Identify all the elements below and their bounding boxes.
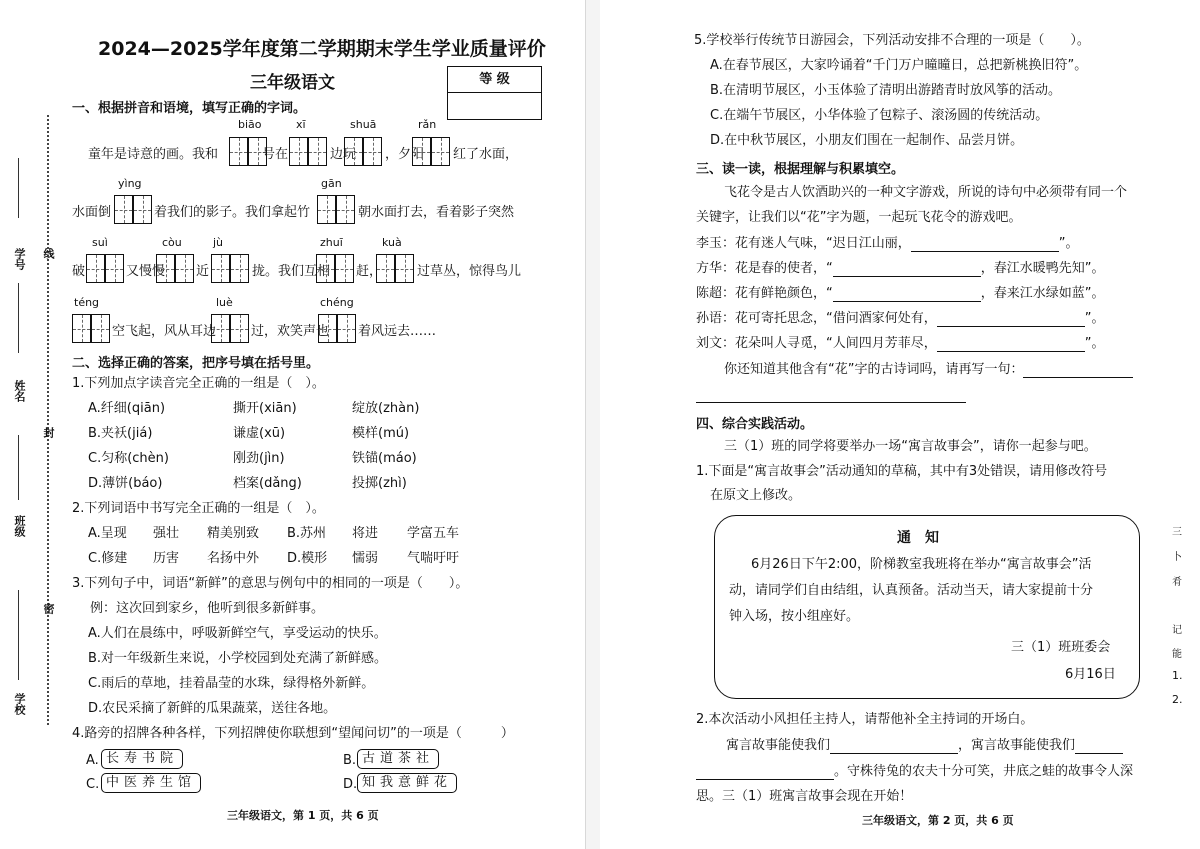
answer-box[interactable] bbox=[363, 137, 382, 166]
q5-option: A.在春节展区，大家吟诵着“千门万户曈曈日，总把新桃换旧符”。 bbox=[710, 58, 1088, 73]
name-line bbox=[18, 283, 19, 353]
answer-blank[interactable] bbox=[696, 779, 834, 780]
grade-box bbox=[447, 66, 542, 120]
answer-blank[interactable] bbox=[833, 276, 981, 277]
edge-glyph: 记 bbox=[1172, 625, 1182, 636]
q1-option: 铁锚(máo) bbox=[352, 451, 417, 466]
answer-box[interactable] bbox=[344, 137, 363, 166]
q2-option: 历害 bbox=[153, 551, 180, 566]
speaker: 孙语： bbox=[696, 311, 736, 326]
pinyin-lue: luè bbox=[216, 296, 233, 309]
s1-line2-text: 朝水面打去，看着影子突然 bbox=[358, 205, 515, 220]
q1-option: 投掷(zhì) bbox=[352, 476, 407, 491]
seal-dotted-line bbox=[47, 115, 49, 725]
answer-blank[interactable] bbox=[830, 753, 958, 754]
answer-box[interactable] bbox=[318, 314, 337, 343]
s3-intro: 飞花令是古人饮酒助兴的一种文字游戏，所说的诗句中必须带有同一个 bbox=[724, 185, 1128, 200]
signboard-option: 知我意鲜花 bbox=[357, 773, 457, 793]
s1-line3-text: 近 bbox=[196, 264, 210, 279]
poem-line-fang: 方华：花是春的使者，“ ，春江水暖鸭先知”。 bbox=[696, 261, 1105, 276]
answer-box[interactable] bbox=[308, 137, 327, 166]
notice-title: 通 知 bbox=[897, 530, 939, 546]
left-page bbox=[0, 0, 590, 849]
s1-line2-text: 水面倒 bbox=[72, 205, 112, 220]
answer-blank[interactable] bbox=[1075, 753, 1123, 754]
q2-option: 强壮 bbox=[153, 526, 180, 541]
answer-blank[interactable] bbox=[937, 351, 1085, 352]
q2-option: 将进 bbox=[352, 526, 379, 541]
q2-option: 名扬中外 bbox=[207, 551, 260, 566]
answer-box[interactable] bbox=[317, 195, 336, 224]
q1-option: B.夹袄(jiá) bbox=[88, 426, 153, 441]
edge-glyph: 肴 bbox=[1172, 577, 1182, 588]
q1-option: A.纤细(qiān) bbox=[88, 401, 166, 416]
q1-option: 绽放(zhàn) bbox=[352, 401, 420, 416]
pinyin-gan: gān bbox=[321, 177, 342, 190]
q1-option: 刚劲(jìn) bbox=[233, 451, 285, 466]
answer-box[interactable] bbox=[336, 195, 355, 224]
signboard-option: 中医养生馆 bbox=[101, 773, 201, 793]
question-4: 4.路旁的招牌各种各样，下列招牌使你联想到“望闻问切”的一项是（ ） bbox=[72, 726, 514, 741]
poem-line-li: 李玉：花有迷人气味，“迟日江山丽， ”。 bbox=[696, 236, 1079, 251]
answer-box[interactable] bbox=[156, 254, 175, 283]
q1-option: 谦虚(xū) bbox=[233, 426, 286, 441]
notice-box bbox=[714, 515, 1140, 699]
answer-box[interactable] bbox=[105, 254, 124, 283]
s1-line2-text: 着我们的影子。我们拿起竹 bbox=[154, 205, 311, 220]
notice-signature: 三（1）班班委会 bbox=[1011, 640, 1111, 655]
speaker: 陈超： bbox=[696, 286, 736, 301]
edge-glyph: 三 bbox=[1172, 527, 1182, 538]
s1-line3-text: 过草丛，惊得鸟儿 bbox=[417, 264, 522, 279]
s1-line3-text: 又慢慢 bbox=[126, 264, 166, 279]
s1-line4-text: 过，欢笑声也 bbox=[251, 324, 330, 339]
s1-line4-text: 空飞起，风从耳边 bbox=[112, 324, 217, 339]
edge-glyph: 卜 bbox=[1172, 552, 1182, 563]
pinyin-sui: suì bbox=[92, 236, 108, 249]
student-id-label: 学号 bbox=[13, 248, 26, 270]
s4-intro: 三（1）班的同学将要举办一场“寓言故事会”，请你一起参与吧。 bbox=[724, 439, 1097, 454]
opening-speech-line: 寓言故事能使我们 ，寓言故事能使我们 bbox=[726, 738, 1123, 754]
answer-box[interactable] bbox=[133, 195, 152, 224]
section-1-heading: 一、根据拼音和语境，填写正确的字词。 bbox=[72, 101, 307, 116]
question-2: 2.下列词语中书写完全正确的一组是（ ）。 bbox=[72, 501, 325, 516]
answer-blank[interactable] bbox=[911, 251, 1059, 252]
s1-line4-text: 着风远去…… bbox=[358, 324, 437, 339]
q2-option: 学富五车 bbox=[407, 526, 460, 541]
notice-date: 6月16日 bbox=[1065, 667, 1116, 682]
answer-box[interactable] bbox=[72, 314, 91, 343]
right-page bbox=[600, 0, 1200, 849]
class-label: 班级 bbox=[13, 515, 26, 537]
pinyin-biao: biāo bbox=[238, 118, 262, 131]
answer-blank[interactable] bbox=[833, 301, 981, 302]
pinyin-ju: jù bbox=[213, 236, 224, 249]
q1-option: 档案(dǎng) bbox=[233, 476, 302, 491]
s1-line1-text: 号在 bbox=[262, 147, 289, 162]
s4-question-1: 1.下面是“寓言故事会”活动通知的草稿，其中有3处错误，请用修改符号 bbox=[696, 464, 1108, 479]
answer-box[interactable] bbox=[211, 254, 230, 283]
question-5: 5.学校举行传统节日游园会，下列活动安排不合理的一项是（ ）。 bbox=[694, 33, 1090, 48]
s4-question-1: 在原文上修改。 bbox=[710, 488, 802, 503]
grade-box-label: 等 级 bbox=[448, 67, 541, 93]
s4-question-2: 2.本次活动小风担任主持人，请帮他补全主持词的开场白。 bbox=[696, 712, 1034, 727]
edge-glyph: 能 bbox=[1172, 649, 1182, 660]
answer-box[interactable] bbox=[91, 314, 110, 343]
poem-line-sun: 孙语：花可寄托思念，“借问酒家何处有， ”。 bbox=[696, 311, 1105, 326]
answer-blank[interactable] bbox=[696, 402, 966, 403]
pinyin-teng: téng bbox=[74, 296, 100, 309]
speaker: 刘文： bbox=[696, 336, 736, 351]
pinyin-ying: yìng bbox=[118, 177, 142, 190]
answer-box[interactable] bbox=[230, 254, 249, 283]
answer-blank[interactable] bbox=[1023, 377, 1133, 378]
q4-option-letter: B. bbox=[343, 753, 357, 768]
q1-option: 模样(mú) bbox=[352, 426, 410, 441]
seal-mark-line: 线 bbox=[42, 248, 55, 259]
s1-line1-text: 红了水面， bbox=[453, 147, 519, 162]
answer-box[interactable] bbox=[395, 254, 414, 283]
exam-title: 2024—2025学年度第二学期期末学生学业质量评价 bbox=[98, 38, 546, 60]
extra-poem-prompt: 你还知道其他含有“花”字的古诗词吗，请再写一句： bbox=[724, 362, 1133, 378]
section-3-heading: 三、读一读，根据理解与积累填空。 bbox=[696, 162, 905, 177]
notice-text: 6月26日下午2:00，阶梯教室我班将在举办“寓言故事会”活 bbox=[751, 557, 1092, 572]
exam-subtitle: 三年级语文 bbox=[250, 73, 335, 93]
pinyin-kua: kuà bbox=[382, 236, 402, 249]
q2-option: 精美别致 bbox=[207, 526, 260, 541]
poem-line-chen: 陈超：花有鲜艳颜色，“ ，春来江水绿如蓝”。 bbox=[696, 286, 1105, 301]
school-line bbox=[18, 590, 19, 680]
page-footer: 三年级语文，第 2 页，共 6 页 bbox=[862, 814, 1014, 827]
s1-line1-text: 童年是诗意的画。我和 bbox=[88, 147, 219, 162]
answer-box[interactable] bbox=[412, 137, 431, 166]
signboard-option: 长寿书院 bbox=[101, 749, 183, 769]
opening-speech-line: 思。三（1）班寓言故事会现在开始！ bbox=[696, 789, 913, 804]
s1-line3-text: 拢。我们互相 bbox=[252, 264, 331, 279]
q2-option: B.苏州 bbox=[287, 526, 327, 541]
answer-box[interactable] bbox=[175, 254, 194, 283]
pinyin-cou: còu bbox=[162, 236, 182, 249]
answer-blank[interactable] bbox=[937, 326, 1085, 327]
edge-glyph: 1. bbox=[1172, 669, 1183, 682]
pinyin-xi: xī bbox=[296, 118, 306, 131]
student-id-line bbox=[18, 158, 19, 218]
signboard-option: 古道茶社 bbox=[357, 749, 439, 769]
answer-box[interactable] bbox=[230, 314, 249, 343]
q4-option-letter: D. bbox=[343, 777, 358, 792]
page-footer: 三年级语文，第 1 页，共 6 页 bbox=[227, 809, 379, 822]
question-1: 1.下列加点字读音完全正确的一组是（ ）。 bbox=[72, 376, 325, 391]
section-2-heading: 二、选择正确的答案，把序号填在括号里。 bbox=[72, 356, 320, 371]
s3-intro: 关键字，让我们以“花”字为题，一起玩飞花令的游戏吧。 bbox=[696, 210, 1022, 225]
opening-speech-line: 。守株待兔的农夫十分可笑，井底之蛙的故事令人深 bbox=[696, 764, 1133, 780]
school-label: 学校 bbox=[13, 693, 26, 715]
answer-box[interactable] bbox=[229, 137, 248, 166]
s1-line1-text: 边玩 bbox=[330, 147, 357, 162]
q5-option: B.在清明节展区，小玉体验了清明出游踏青时放风筝的活动。 bbox=[710, 83, 1062, 98]
q3-option: B.对一年级新生来说，小学校园到处充满了新鲜感。 bbox=[88, 651, 388, 666]
q1-option: 撕开(xiān) bbox=[233, 401, 297, 416]
answer-box[interactable] bbox=[289, 137, 308, 166]
pinyin-ran: rǎn bbox=[418, 118, 437, 131]
seal-mark-seal: 封 bbox=[42, 427, 55, 438]
q5-option: C.在端午节展区，小华体验了包粽子、滚汤圆的传统活动。 bbox=[710, 108, 1049, 123]
q5-option: D.在中秋节展区，小朋友们围在一起制作、品尝月饼。 bbox=[710, 133, 1024, 148]
pinyin-cheng: chéng bbox=[320, 296, 354, 309]
q1-option: C.匀称(chèn) bbox=[88, 451, 169, 466]
q1-option: D.薄饼(báo) bbox=[88, 476, 163, 491]
seal-mark-secret: 密 bbox=[42, 603, 55, 614]
poem-line-liu: 刘文：花朵叫人寻觅，“人间四月芳菲尽， ”。 bbox=[696, 336, 1105, 351]
notice-text: 动，请同学们自由结组，认真预备。活动当天，请大家提前十分 bbox=[729, 583, 1094, 598]
s1-line1-text: ，夕阳 bbox=[385, 147, 425, 162]
speaker: 李玉： bbox=[696, 236, 736, 251]
notice-text: 钟入场，按小组座好。 bbox=[729, 609, 860, 624]
q2-option: D.模形 bbox=[287, 551, 328, 566]
speaker: 方华： bbox=[696, 261, 736, 276]
q3-option: D.农民采摘了新鲜的瓜果蔬菜，送往各地。 bbox=[88, 701, 337, 716]
edge-glyph: 2. bbox=[1172, 693, 1183, 706]
answer-box[interactable] bbox=[316, 254, 335, 283]
q2-option: A.呈现 bbox=[88, 526, 127, 541]
answer-box[interactable] bbox=[211, 314, 230, 343]
q2-option: 懦弱 bbox=[352, 551, 379, 566]
q3-option: A.人们在晨练中，呼吸新鲜空气，享受运动的快乐。 bbox=[88, 626, 387, 641]
pinyin-zhui: zhuī bbox=[320, 236, 343, 249]
q4-option-letter: C. bbox=[86, 777, 100, 792]
answer-box[interactable] bbox=[86, 254, 105, 283]
section-4-heading: 四、综合实践活动。 bbox=[696, 417, 814, 432]
name-label: 姓名 bbox=[13, 380, 26, 402]
q2-option: 气喘吁吁 bbox=[407, 551, 460, 566]
pinyin-shua: shuā bbox=[350, 118, 377, 131]
q3-example: 例：这次回到家乡，他听到很多新鲜事。 bbox=[90, 601, 325, 616]
answer-box[interactable] bbox=[376, 254, 395, 283]
class-line bbox=[18, 435, 19, 500]
q4-option-letter: A. bbox=[86, 753, 99, 768]
s1-line3-text: 赶， bbox=[356, 264, 383, 279]
answer-box[interactable] bbox=[335, 254, 354, 283]
answer-box[interactable] bbox=[431, 137, 450, 166]
answer-box[interactable] bbox=[114, 195, 133, 224]
answer-box[interactable] bbox=[337, 314, 356, 343]
question-3: 3.下列句子中，词语“新鲜”的意思与例句中的相同的一项是（ ）。 bbox=[72, 576, 469, 591]
s1-line3-text: 破 bbox=[72, 264, 86, 279]
q3-option: C.雨后的草地，挂着晶莹的水珠，绿得格外新鲜。 bbox=[88, 676, 375, 691]
q2-option: C.修建 bbox=[88, 551, 128, 566]
